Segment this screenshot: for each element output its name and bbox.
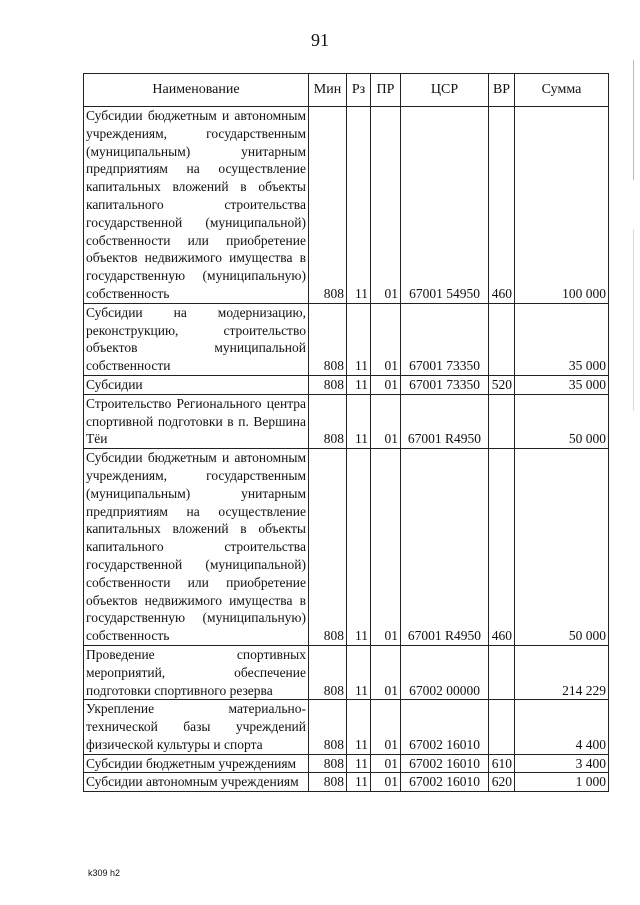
row-vr: 520 <box>489 375 515 394</box>
row-name: Субсидии автономным учреждениям <box>84 773 309 792</box>
row-sum: 35 000 <box>515 303 609 375</box>
row-rz: 11 <box>347 700 371 754</box>
row-pr: 01 <box>371 645 401 699</box>
table-row <box>84 645 609 699</box>
row-rz: 11 <box>347 107 371 304</box>
row-rz: 11 <box>347 449 371 646</box>
row-pr: 01 <box>371 700 401 754</box>
row-csr: 67001 54950 <box>401 107 489 304</box>
page-number: 91 <box>311 30 329 50</box>
row-sum: 50 000 <box>515 394 609 448</box>
row-pr: 01 <box>371 394 401 448</box>
row-sum: 50 000 <box>515 449 609 646</box>
row-rz: 11 <box>347 754 371 773</box>
row-sum: 214 229 <box>515 645 609 699</box>
row-name: Субсидии бюджетным и автономным учреждениям, государственным (муниципальным) унитарным предприятиям на осуществление капитальных вложений в объекты капитального строительства государственной (муниципальной) собственности или приобретение объектов недвижимого имущества в государственную (муниципальную) собственность <box>84 449 309 646</box>
table-row <box>84 754 609 773</box>
row-csr: 67002 16010 <box>401 773 489 792</box>
row-csr: 67001 73350 <box>401 303 489 375</box>
row-name: Субсидии на модернизацию, реконструкцию, строительство объектов муниципальной собственности <box>84 303 309 375</box>
row-pr: 01 <box>371 754 401 773</box>
row-name: Укрепление материально-технической базы учреждений физической культуры и спорта <box>84 700 309 754</box>
table-header-row <box>84 74 609 107</box>
row-rz: 11 <box>347 375 371 394</box>
table-row <box>84 107 609 304</box>
row-name: Субсидии <box>84 375 309 394</box>
row-min: 808 <box>309 394 347 448</box>
table-row <box>84 394 609 448</box>
column-header-rz: Рз <box>347 74 371 107</box>
row-min: 808 <box>309 645 347 699</box>
column-header-min: Мин <box>309 74 347 107</box>
column-header-name: Наименование <box>84 74 309 107</box>
row-rz: 11 <box>347 645 371 699</box>
row-pr: 01 <box>371 107 401 304</box>
row-name: Проведение спортивных мероприятий, обеспечение подготовки спортивного резерва <box>84 645 309 699</box>
row-csr: 67002 00000 <box>401 645 489 699</box>
budget-table <box>83 73 609 792</box>
row-vr: 620 <box>489 773 515 792</box>
row-vr <box>489 700 515 754</box>
column-header-csr: ЦСР <box>401 74 489 107</box>
row-rz: 11 <box>347 303 371 375</box>
row-csr: 67001 R4950 <box>401 394 489 448</box>
footer-code: k309 h2 <box>88 868 121 878</box>
row-pr: 01 <box>371 449 401 646</box>
row-min: 808 <box>309 773 347 792</box>
row-pr: 01 <box>371 303 401 375</box>
column-header-sum: Сумма <box>515 74 609 107</box>
row-vr <box>489 303 515 375</box>
row-min: 808 <box>309 107 347 304</box>
row-pr: 01 <box>371 375 401 394</box>
row-sum: 4 400 <box>515 700 609 754</box>
row-vr: 460 <box>489 449 515 646</box>
row-name: Строительство Регионального центра спортивной подготовки в п. Вершина Тёи <box>84 394 309 448</box>
row-name: Субсидии бюджетным учреждениям <box>84 754 309 773</box>
row-sum: 3 400 <box>515 754 609 773</box>
table-row <box>84 700 609 754</box>
row-rz: 11 <box>347 773 371 792</box>
row-sum: 35 000 <box>515 375 609 394</box>
row-csr: 67001 73350 <box>401 375 489 394</box>
scan-edge-mark <box>633 60 634 180</box>
row-min: 808 <box>309 449 347 646</box>
row-sum: 100 000 <box>515 107 609 304</box>
table-row <box>84 773 609 792</box>
row-sum: 1 000 <box>515 773 609 792</box>
row-min: 808 <box>309 754 347 773</box>
row-vr <box>489 394 515 448</box>
row-csr: 67002 16010 <box>401 754 489 773</box>
column-header-pr: ПР <box>371 74 401 107</box>
row-vr <box>489 645 515 699</box>
row-rz: 11 <box>347 394 371 448</box>
table-row <box>84 375 609 394</box>
row-name: Субсидии бюджетным и автономным учреждениям, государственным (муниципальным) унитарным предприятиям на осуществление капитальных вложений в объекты капитального строительства государственной (муниципальной) собственности или приобретение объектов недвижимого имущества в государственную (муниципальную) собственность <box>84 107 309 304</box>
row-min: 808 <box>309 303 347 375</box>
row-vr: 610 <box>489 754 515 773</box>
column-header-vr: ВР <box>489 74 515 107</box>
table-row <box>84 449 609 646</box>
row-min: 808 <box>309 700 347 754</box>
row-min: 808 <box>309 375 347 394</box>
row-pr: 01 <box>371 773 401 792</box>
row-csr: 67001 R4950 <box>401 449 489 646</box>
scan-edge-mark <box>633 230 634 410</box>
table-row <box>84 303 609 375</box>
row-csr: 67002 16010 <box>401 700 489 754</box>
row-vr: 460 <box>489 107 515 304</box>
